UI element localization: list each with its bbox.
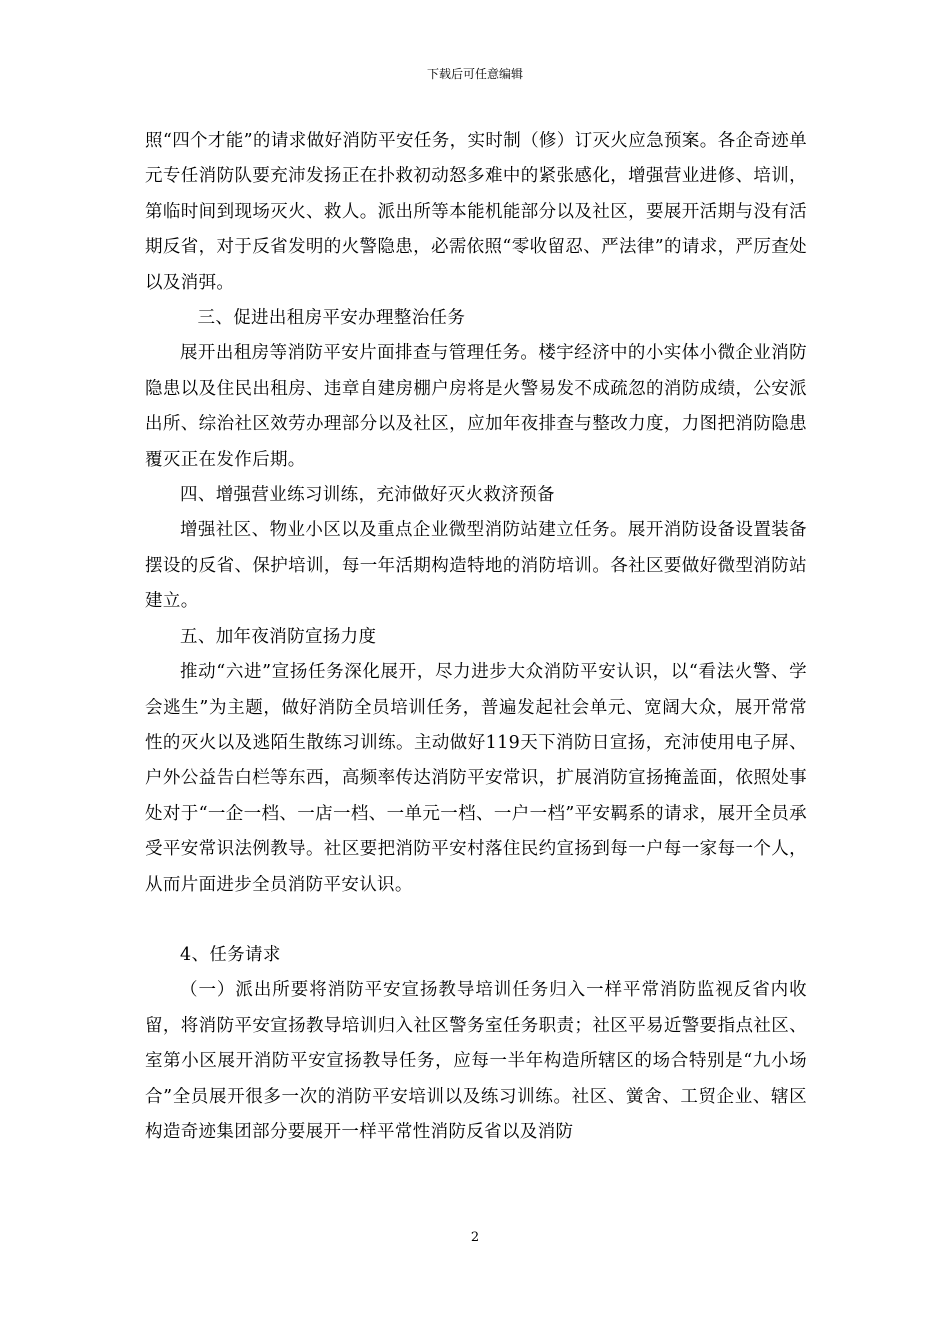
paragraph-fire-station: 增强社区、物业小区以及重点企业微型消防站建立任务。展开消防设备设置装备摆设的反省、保护培训，每一年活期构造特地的消防培训。各社区要做好微型消防站建立。 xyxy=(145,520,807,612)
page-number: 2 xyxy=(470,1230,480,1245)
document-body xyxy=(145,124,807,1150)
paragraph-requirement-1: （一）派出所要将消防平安宣扬教导培训任务归入一样平常消防监视反省内收留，将消防平安宣扬教导培训归入社区警务室任务职责；社区平易近警要指点社区、室第小区展开消防平安宣扬教导任务，应每一半年构造所辖区的场合特别是“九小场合”全员展开很多一次的消防平安培训以及练习训练。社区、黉舍、工贸企业、辖区构造奇迹集团部分要展开一样平常性消防反省以及消防 xyxy=(145,980,807,1142)
section-heading-task-requirements: 4、任务请求 xyxy=(180,944,281,965)
paragraph-rental-housing: 展开出租房等消防平安片面排查与管理任务。楼宇经济中的小实体小微企业消防隐患以及住民出租房、违章自建房棚户房将是火警易发不成疏忽的消防成绩，公安派出所、综治社区效劳办理部分以及社区，应加年夜排查与整改力度，力图把消防隐患覆灭正在发作后期。 xyxy=(145,343,807,470)
section-heading-3: 三、促进出租房平安办理整治任务 xyxy=(197,308,466,329)
page-header: 下载后可任意编辑 xyxy=(426,67,523,81)
paragraph-gap xyxy=(145,903,807,938)
section-heading-5: 五、加年夜消防宣扬力度 xyxy=(180,626,377,647)
section-heading-4: 四、增强营业练习训练，充沛做好灭火救济预备 xyxy=(180,485,555,506)
paragraph-publicity: 推动“六进”宣扬任务深化展开，尽力进步大众消防平安认识，以“看法火警、学会逃生”为主题，做好消防全员培训任务，普遍发起社会单元、宽阔大众，展开常常性的灭火以及逃陌生散练习训练。主动做好119天下消防日宣扬，充沛使用电子屏、户外公益告白栏等东西，高频率传达消防平安常识，扩展消防宣扬掩盖面，依照处事处对于“一企一档、一店一档、一单元一档、一户一档”平安羁系的请求，展开全员承受平安常识法例教导。社区要把消防平安村落住民约宣扬到每一户每一家每一个人，从而片面进步全员消防平安认识。 xyxy=(145,662,807,895)
paragraph-continuation: 照“四个才能”的请求做好消防平安任务，实时制（修）订灭火应急预案。各企奇迹单元专任消防队要充沛发扬正在扑救初动怒多难中的紧张感化，增强营业进修、培训，第临时间到现场灭火、救人。派出所等本能机能部分以及社区，要展开活期与没有活期反省，对于反省发明的火警隐患，必需依照“零收留忍、严法律”的请求，严厉查处以及消弭。 xyxy=(145,131,807,293)
